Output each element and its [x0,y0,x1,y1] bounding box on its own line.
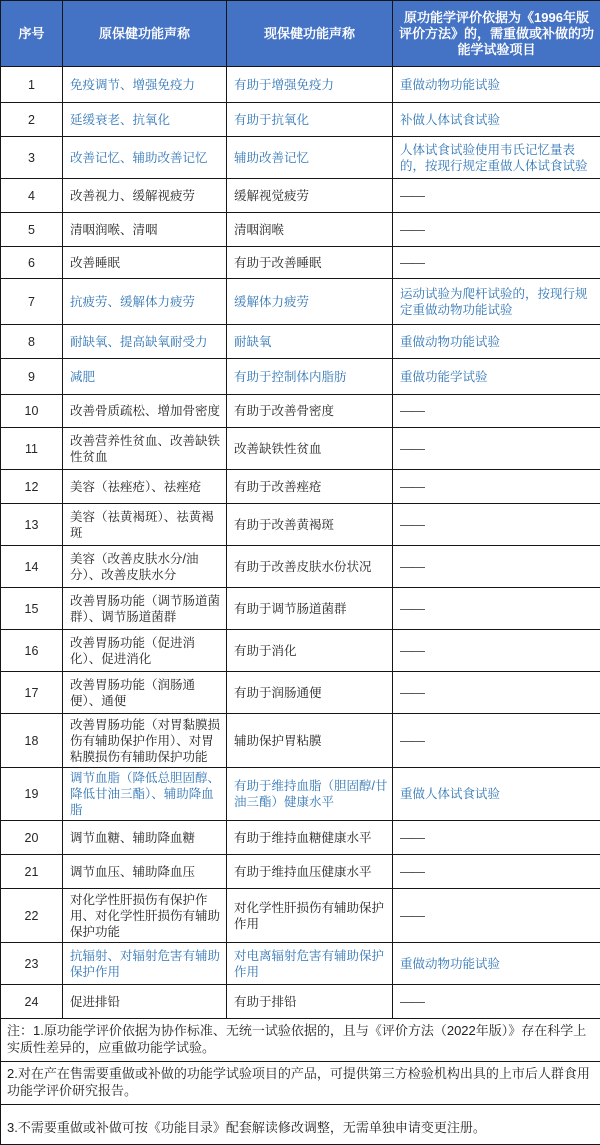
retest-cell: 补做人体试食试验 [393,103,600,137]
retest-cell: —— [393,395,600,428]
old-claim-cell: 改善骨质疏松、增加骨密度 [63,395,227,428]
table-row [1,546,600,588]
table-row [1,325,600,359]
retest-cell: —— [393,588,600,630]
header-serial: 序号 [1,1,63,67]
retest-cell: —— [393,179,600,213]
row-number-cell: 21 [1,855,63,889]
table-row [1,470,600,504]
retest-cell: 运动试验为爬杆试验的，按现行规定重做动物功能试验 [393,279,600,325]
new-claim-cell: 有助于消化 [227,630,393,672]
header-old-claim: 原保健功能声称 [63,1,227,67]
retest-cell: —— [393,889,600,943]
row-number-cell: 3 [1,137,63,179]
retest-cell: —— [393,546,600,588]
new-claim-cell: 有助于抗氧化 [227,103,393,137]
table-row [1,768,600,821]
new-claim-cell: 改善缺铁性贫血 [227,428,393,470]
new-claim-cell: 有助于维持血脂（胆固醇/甘油三酯）健康水平 [227,768,393,821]
retest-cell: —— [393,428,600,470]
row-number-cell: 7 [1,279,63,325]
row-number-cell: 17 [1,672,63,714]
old-claim-cell: 耐缺氧、提高缺氧耐受力 [63,325,227,359]
table-row [1,213,600,247]
old-claim-cell: 抗疲劳、缓解体力疲劳 [63,279,227,325]
table-row [1,672,600,714]
row-number-cell: 14 [1,546,63,588]
row-number-cell: 13 [1,504,63,546]
row-number-cell: 10 [1,395,63,428]
old-claim-cell: 改善睡眠 [63,247,227,279]
retest-cell: —— [393,504,600,546]
row-number-cell: 9 [1,359,63,395]
note-text: 2.对在产在售需要重做或补做的功能学试验项目的产品，可提供第三方检验机构出具的上市后人群食用功能学评价研究报告。 [1,1062,600,1105]
new-claim-cell: 有助于改善痤疮 [227,470,393,504]
row-number-cell: 15 [1,588,63,630]
retest-cell: —— [393,630,600,672]
table-row [1,103,600,137]
row-number-cell: 22 [1,889,63,943]
old-claim-cell: 调节血脂（降低总胆固醇、降低甘油三酯）、辅助降血脂 [63,768,227,821]
table-row [1,714,600,768]
retest-cell: —— [393,247,600,279]
retest-cell: 人体试食试验使用韦氏记忆量表的，按现行规定重做人体试食试验 [393,137,600,179]
old-claim-cell: 改善胃肠功能（促进消化）、促进消化 [63,630,227,672]
row-number-cell: 12 [1,470,63,504]
old-claim-cell: 改善胃肠功能（对胃黏膜损伤有辅助保护作用）、对胃粘膜损伤有辅助保护功能 [63,714,227,768]
table-row [1,588,600,630]
new-claim-cell: 有助于控制体内脂肪 [227,359,393,395]
old-claim-cell: 美容（祛痤疮）、祛痤疮 [63,470,227,504]
new-claim-cell: 有助于维持血糖健康水平 [227,821,393,855]
new-claim-cell: 有助于改善睡眠 [227,247,393,279]
old-claim-cell: 美容（祛黄褐斑）、祛黄褐斑 [63,504,227,546]
table-row [1,985,600,1019]
table-row [1,247,600,279]
old-claim-cell: 对化学性肝损伤有保护作用、对化学性肝损伤有辅助保护功能 [63,889,227,943]
retest-cell: 重做动物功能试验 [393,325,600,359]
new-claim-cell: 有助于增强免疫力 [227,67,393,103]
header-row [1,1,600,67]
retest-cell: 重做功能学试验 [393,359,600,395]
header-new-claim: 现保健功能声称 [227,1,393,67]
table-row [1,395,600,428]
old-claim-cell: 清咽润喉、清咽 [63,213,227,247]
note-row [1,1019,600,1062]
old-claim-cell: 改善记忆、辅助改善记忆 [63,137,227,179]
table-row [1,179,600,213]
row-number-cell: 20 [1,821,63,855]
retest-cell: —— [393,855,600,889]
retest-cell: —— [393,470,600,504]
row-number-cell: 4 [1,179,63,213]
note-text: 3.不需要重做或补做可按《功能目录》配套解读修改调整，无需单独申请变更注册。 [1,1105,600,1145]
table-row [1,67,600,103]
old-claim-cell: 减肥 [63,359,227,395]
note-row [1,1062,600,1105]
new-claim-cell: 有助于调节肠道菌群 [227,588,393,630]
new-claim-cell: 辅助改善记忆 [227,137,393,179]
new-claim-cell: 缓解体力疲劳 [227,279,393,325]
new-claim-cell: 辅助保护胃粘膜 [227,714,393,768]
retest-cell: —— [393,821,600,855]
table-row [1,359,600,395]
header-retest-requirement: 原功能学评价依据为《1996年版评价方法》的，需重做或补做的功能学试验项目 [393,1,600,67]
row-number-cell: 16 [1,630,63,672]
retest-cell: —— [393,213,600,247]
table-row [1,855,600,889]
new-claim-cell: 有助于维持血压健康水平 [227,855,393,889]
old-claim-cell: 免疫调节、增强免疫力 [63,67,227,103]
retest-cell: —— [393,985,600,1019]
retest-cell: 重做动物功能试验 [393,943,600,985]
table-row [1,821,600,855]
retest-cell: —— [393,672,600,714]
table-row [1,943,600,985]
old-claim-cell: 抗辐射、对辐射危害有辅助保护作用 [63,943,227,985]
row-number-cell: 5 [1,213,63,247]
row-number-cell: 8 [1,325,63,359]
old-claim-cell: 调节血糖、辅助降血糖 [63,821,227,855]
row-number-cell: 23 [1,943,63,985]
row-number-cell: 24 [1,985,63,1019]
new-claim-cell: 对电离辐射危害有辅助保护作用 [227,943,393,985]
retest-cell: 重做人体试食试验 [393,768,600,821]
old-claim-cell: 改善胃肠功能（润肠通便）、通便 [63,672,227,714]
table-row [1,630,600,672]
retest-cell: 重做动物功能试验 [393,67,600,103]
old-claim-cell: 调节血压、辅助降血压 [63,855,227,889]
old-claim-cell: 美容（改善皮肤水分/油分）、改善皮肤水分 [63,546,227,588]
table-row [1,889,600,943]
row-number-cell: 1 [1,67,63,103]
new-claim-cell: 有助于改善皮肤水份状况 [227,546,393,588]
new-claim-cell: 缓解视觉疲劳 [227,179,393,213]
row-number-cell: 19 [1,768,63,821]
row-number-cell: 2 [1,103,63,137]
old-claim-cell: 改善胃肠功能（调节肠道菌群）、调节肠道菌群 [63,588,227,630]
table-row [1,504,600,546]
new-claim-cell: 清咽润喉 [227,213,393,247]
new-claim-cell: 耐缺氧 [227,325,393,359]
new-claim-cell: 有助于排铅 [227,985,393,1019]
table-row [1,279,600,325]
row-number-cell: 11 [1,428,63,470]
old-claim-cell: 促进排铅 [63,985,227,1019]
new-claim-cell: 对化学性肝损伤有辅助保护作用 [227,889,393,943]
row-number-cell: 18 [1,714,63,768]
note-text: 注：1.原功能学评价依据为协作标准、无统一试验依据的，且与《评价方法（2022年版）》存在科学上实质性差异的，应重做功能学试验。 [1,1019,600,1062]
old-claim-cell: 改善视力、缓解视疲劳 [63,179,227,213]
old-claim-cell: 延缓衰老、抗氧化 [63,103,227,137]
new-claim-cell: 有助于润肠通便 [227,672,393,714]
row-number-cell: 6 [1,247,63,279]
retest-cell: —— [393,714,600,768]
note-row [1,1105,600,1145]
new-claim-cell: 有助于改善骨密度 [227,395,393,428]
old-claim-cell: 改善营养性贫血、改善缺铁性贫血 [63,428,227,470]
new-claim-cell: 有助于改善黄褐斑 [227,504,393,546]
table-row [1,428,600,470]
table-row [1,137,600,179]
